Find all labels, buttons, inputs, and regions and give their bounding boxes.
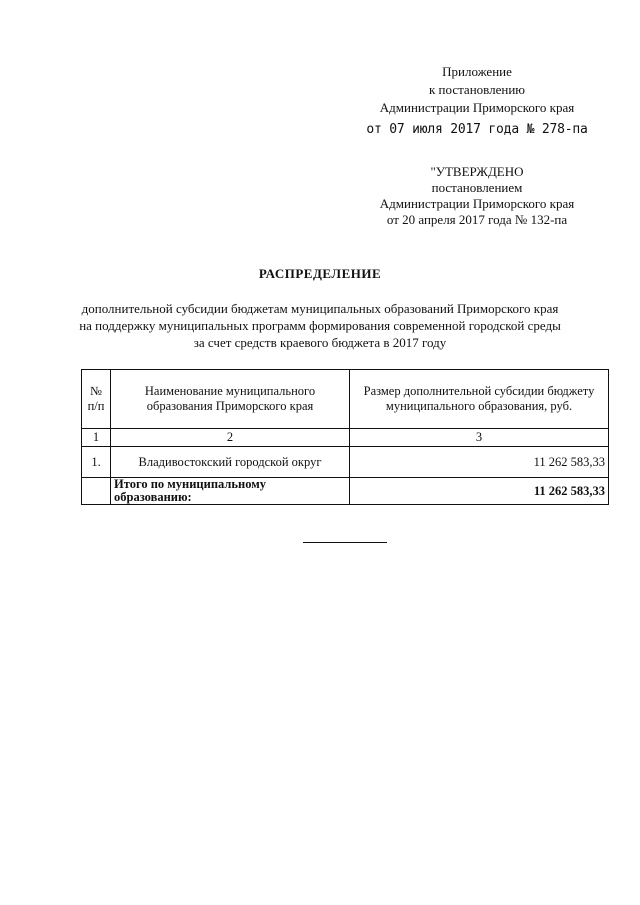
appendix-line3: Администрации Приморского края	[379, 100, 575, 115]
approved-line1: "УТВЕРЖДЕНО	[430, 164, 524, 179]
closing-rule	[303, 542, 387, 543]
distribution-table	[81, 369, 609, 505]
row-name: Владивостокский городской округ	[111, 447, 350, 478]
subtitle-line3: за счет средств краевого бюджета в 2017 году	[193, 335, 447, 350]
column-number: 3	[350, 429, 609, 447]
header-name: Наименование муниципального образования Приморского края	[111, 370, 350, 429]
header-amount: Размер дополнительной субсидии бюджету муниципального образования, руб.	[350, 370, 609, 429]
approved-line4: от 20 апреля 2017 года № 132-па	[386, 212, 568, 227]
table-header-row	[82, 370, 609, 429]
total-label: Итого по муниципальному образованию:	[111, 478, 350, 505]
document-subtitle	[60, 300, 580, 351]
row-num: 1.	[82, 447, 111, 478]
appendix-line1: Приложение	[442, 64, 512, 79]
row-amount: 11 262 583,33	[350, 447, 609, 478]
subtitle-line1: дополнительной субсидии бюджетам муниципальных образований Приморского края	[81, 301, 559, 316]
total-row	[82, 478, 609, 505]
appendix-date-stamp: от 07 июля 2017 года № 278-па	[366, 122, 588, 137]
column-number: 1	[82, 429, 111, 447]
approved-line3: Администрации Приморского края	[379, 196, 575, 211]
header-num: № п/п	[82, 370, 111, 429]
approved-block	[360, 164, 594, 228]
subtitle-line2: на поддержку муниципальных программ формирования современной городской среды	[79, 318, 561, 333]
appendix-line2: к постановлению	[428, 82, 526, 97]
column-number: 2	[111, 429, 350, 447]
total-num-cell	[82, 478, 111, 505]
column-number-row	[82, 429, 609, 447]
document-title: РАСПРЕДЕЛЕНИЕ	[258, 266, 382, 281]
approved-line2: постановлением	[431, 180, 523, 195]
table-row	[82, 447, 609, 478]
appendix-block	[360, 64, 594, 138]
total-amount: 11 262 583,33	[350, 478, 609, 505]
